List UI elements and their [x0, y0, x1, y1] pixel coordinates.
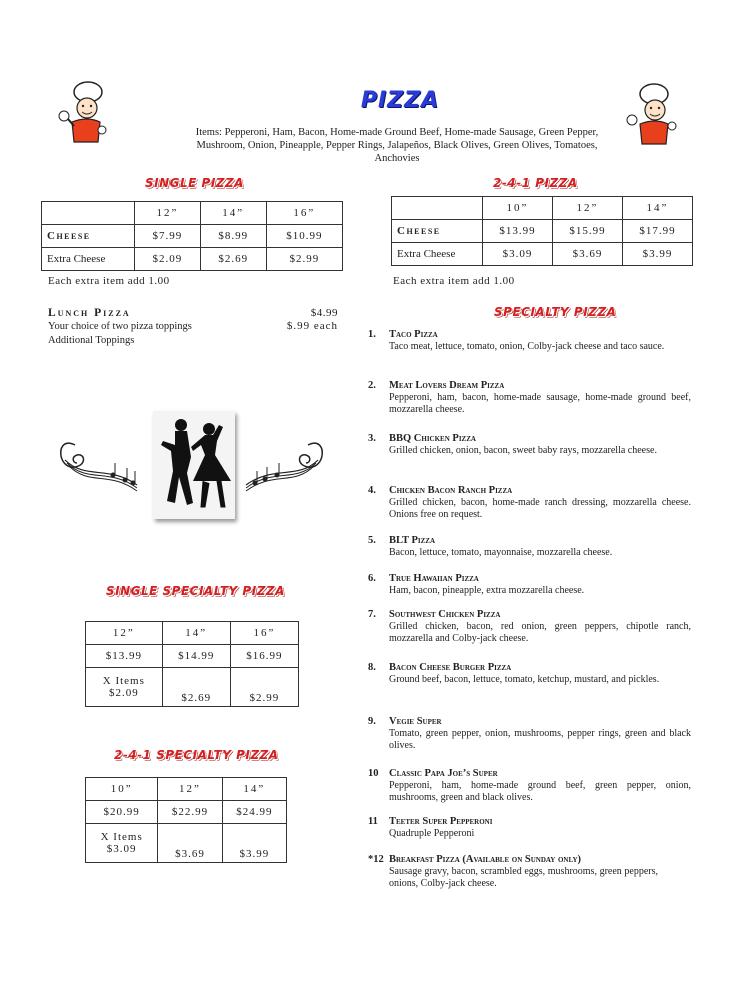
- price-cell: $3.69: [158, 824, 222, 863]
- price-cell: $3.09: [106, 843, 137, 855]
- list-item: [368, 716, 691, 752]
- item-description: Grilled chicken, bacon, home-made ranch dressing, mozzarella cheese. Onions free on request.: [389, 497, 691, 520]
- two-for-one-heading: 2-4-1 PIZZA: [493, 176, 578, 190]
- item-number: 4.: [368, 485, 376, 496]
- single-pizza-heading: SINGLE PIZZA: [145, 176, 244, 190]
- size-header: 12”: [158, 778, 222, 801]
- item-name: BBQ Chicken Pizza: [389, 433, 476, 444]
- item-name: BLT Pizza: [389, 535, 436, 546]
- two-for-one-table: [391, 196, 693, 266]
- price-cell: $2.69: [162, 668, 230, 707]
- item-name: Bacon Cheese Burger Pizza: [389, 662, 512, 673]
- music-notes-left-icon: [55, 425, 140, 495]
- item-number: 8.: [368, 662, 376, 673]
- price-cell: $3.09: [483, 243, 553, 266]
- list-item: [368, 380, 691, 416]
- price-cell: $7.99: [135, 225, 201, 248]
- row-label: Extra Cheese: [42, 248, 135, 271]
- price-cell: $8.99: [200, 225, 266, 248]
- lunch-title: Lunch Pizza: [48, 307, 131, 319]
- price-cell: $20.99: [86, 801, 158, 824]
- size-header: 14”: [162, 622, 230, 645]
- item-description: Grilled chicken, onion, bacon, sweet baby rays, mozzarella cheese.: [389, 445, 657, 456]
- price-cell: $24.99: [222, 801, 286, 824]
- lunch-price: $4.99: [310, 307, 338, 319]
- single-pizza-note: Each extra item add 1.00: [48, 275, 170, 287]
- item-name: Southwest Chicken Pizza: [389, 609, 501, 620]
- price-cell: $2.69: [200, 248, 266, 271]
- lunch-line-2: Additional Toppings: [48, 335, 135, 346]
- x-items-cell: [86, 668, 163, 707]
- price-cell: $16.99: [230, 645, 298, 668]
- item-name: Classic Papa Joe’s Super: [389, 768, 498, 779]
- price-cell: $2.09: [108, 687, 139, 699]
- item-number: 3.: [368, 433, 376, 444]
- single-specialty-table: [85, 621, 299, 707]
- item-name: True Hawaiian Pizza: [389, 573, 479, 584]
- item-number: 5.: [368, 535, 376, 546]
- item-name: Taco Pizza: [389, 329, 438, 340]
- list-item: [368, 329, 691, 353]
- list-item: [368, 535, 691, 559]
- size-header: 14”: [623, 197, 693, 220]
- single-specialty-heading: SINGLE SPECIALTY PIZZA: [106, 584, 285, 598]
- x-items-cell: [86, 824, 158, 863]
- item-description: Grilled chicken, bacon, red onion, green peppers, chipotle ranch, mozzarella and Colby-jack cheese.: [389, 621, 691, 644]
- size-header: 10”: [483, 197, 553, 220]
- specialty-heading: SPECIALTY PIZZA: [494, 305, 617, 319]
- item-number: 9.: [368, 716, 376, 727]
- size-header: 12”: [86, 622, 163, 645]
- list-item: [368, 609, 691, 645]
- price-cell: $13.99: [86, 645, 163, 668]
- row-label: Cheese: [42, 225, 135, 248]
- price-cell: $3.99: [222, 824, 286, 863]
- item-number: 2.: [368, 380, 376, 391]
- item-description: Tomato, green pepper, onion, mushrooms, pepper rings, green and black olives.: [389, 728, 691, 751]
- list-item: [368, 433, 691, 457]
- music-notes-right-icon: [243, 425, 328, 495]
- item-number: 6.: [368, 573, 376, 584]
- row-label: Extra Cheese: [392, 243, 483, 266]
- list-item: [368, 816, 691, 840]
- size-header: 10”: [86, 778, 158, 801]
- two-for-one-specialty-table: [85, 777, 287, 863]
- item-description: Quadruple Pepperoni: [389, 828, 475, 839]
- price-cell: $2.99: [266, 248, 342, 271]
- size-header: 16”: [266, 202, 342, 225]
- row-label: Cheese: [392, 220, 483, 243]
- size-header: 16”: [230, 622, 298, 645]
- price-cell: $14.99: [162, 645, 230, 668]
- price-cell: $17.99: [623, 220, 693, 243]
- x-items-label: X Items: [100, 831, 143, 843]
- price-cell: $22.99: [158, 801, 222, 824]
- x-items-label: X Items: [102, 675, 145, 687]
- item-name: Vegie Super: [389, 716, 442, 727]
- price-cell: $3.69: [553, 243, 623, 266]
- item-name: Breakfast Pizza (Available on Sunday only): [389, 854, 582, 865]
- item-number: 11: [368, 816, 378, 827]
- list-item: [368, 485, 691, 521]
- item-description: Ham, bacon, pineapple, extra mozzarella cheese.: [389, 585, 585, 596]
- size-header: 14”: [222, 778, 286, 801]
- dancing-couple-icon: [153, 411, 235, 519]
- item-name: Chicken Bacon Ranch Pizza: [389, 485, 513, 496]
- price-cell: $2.99: [230, 668, 298, 707]
- list-item: [368, 662, 691, 686]
- size-header: 12”: [135, 202, 201, 225]
- list-item: [368, 768, 691, 804]
- item-number: 10: [368, 768, 379, 779]
- price-cell: $3.99: [623, 243, 693, 266]
- two-for-one-note: Each extra item add 1.00: [393, 275, 515, 287]
- item-description: Bacon, lettuce, tomato, mayonnaise, mozzarella cheese.: [389, 547, 613, 558]
- lunch-line-1: Your choice of two pizza toppings: [48, 321, 192, 332]
- chef-icon-right: [624, 82, 680, 150]
- item-description: Sausage gravy, bacon, scrambled eggs, mushrooms, green peppers, onions, Colby-jack cheese.: [389, 866, 658, 889]
- price-cell: $10.99: [266, 225, 342, 248]
- item-number: *12: [368, 854, 384, 865]
- item-description: Pepperoni, ham, home-made ground beef, green pepper, onion, mushrooms, green and black olives.: [389, 780, 691, 803]
- list-item: [368, 854, 658, 890]
- size-header: 14”: [200, 202, 266, 225]
- price-cell: $15.99: [553, 220, 623, 243]
- item-name: Meat Lovers Dream Pizza: [389, 380, 505, 391]
- price-cell: $2.09: [135, 248, 201, 271]
- size-header: 12”: [553, 197, 623, 220]
- item-number: 7.: [368, 609, 376, 620]
- page-title: PIZZA: [360, 88, 440, 113]
- single-pizza-table: [41, 201, 343, 271]
- two-for-one-specialty-heading: 2-4-1 SPECIALTY PIZZA: [114, 748, 279, 762]
- chef-icon-left: [54, 80, 110, 148]
- item-number: 1.: [368, 329, 376, 340]
- item-description: Pepperoni, ham, bacon, home-made sausage, home-made ground beef, mozzarella cheese.: [389, 392, 691, 415]
- price-cell: $13.99: [483, 220, 553, 243]
- items-list: Items: Pepperoni, Ham, Bacon, Home-made Ground Beef, Home-made Sausage, Green Pepper, Mushroom, Onion, Pineapple, Pepper Rings, Jalapeños, Black Olives, Green Olives, Tomatoes, Anchovies: [195, 127, 599, 164]
- lunch-line-1-price: $.99 each: [286, 320, 338, 332]
- item-name: Teeter Super Pepperoni: [389, 816, 493, 827]
- list-item: [368, 573, 691, 597]
- item-description: Taco meat, lettuce, tomato, onion, Colby-jack cheese and taco sauce.: [389, 341, 665, 352]
- item-description: Ground beef, bacon, lettuce, tomato, ketchup, mustard, and pickles.: [389, 674, 660, 685]
